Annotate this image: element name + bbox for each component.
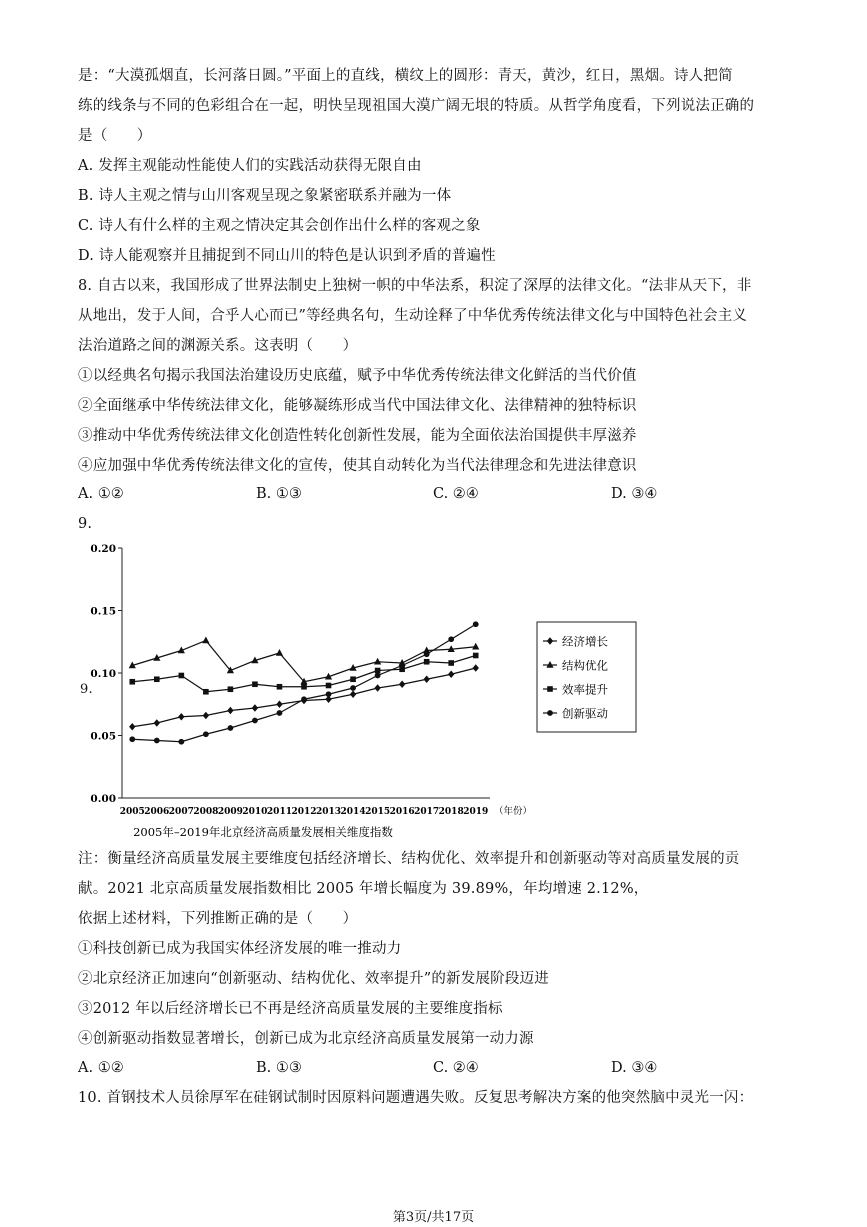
q7-option-a: A. 发挥主观能动性能使人们的实践活动获得无限自由: [78, 158, 422, 174]
data-point: [179, 673, 185, 679]
legend-label: 创新驱动: [562, 706, 608, 721]
legend-label: 效率提升: [562, 682, 608, 697]
data-point: [399, 680, 405, 688]
q8-stem-line-2: 从地出，发于人间，合乎人心而已”等经典名句，生动诠释了中华优秀传统法律文化与中国特色社会主义: [78, 308, 748, 324]
data-point: [227, 707, 233, 715]
data-point: [129, 679, 135, 685]
data-point: [301, 684, 307, 690]
x-tick-label: 2016: [389, 807, 415, 817]
q10-stem-line-1: 10. 首钢技术人员徐厚军在硅钢试制时因原料问题遭遇失败。反复思考解决方案的他突然脑中灵光一闪：: [78, 1090, 754, 1106]
chart-series: [129, 621, 480, 744]
q7-stem-line-2: 练的线条与不同的色彩组合在一起，明快呈现祖国大漠广阔无垠的特质。从哲学角度看，下列说法正确的: [78, 98, 755, 114]
q9-statement-2: ②北京经济正加速向“创新驱动、结构优化、效率提升”的新发展阶段迈进: [78, 971, 549, 987]
x-tick-label: 2006: [144, 807, 170, 817]
q9-number-repeat: 9.: [80, 682, 93, 697]
data-point: [154, 719, 160, 727]
data-point: [350, 676, 356, 682]
q9-statement-4: ④创新驱动指数显著增长，创新已成为北京经济高质量发展第一动力源: [78, 1031, 534, 1047]
data-point: [473, 664, 479, 672]
data-point: [154, 676, 160, 682]
data-point: [375, 668, 381, 674]
x-tick-label: 2017: [414, 807, 440, 817]
data-point: [252, 704, 258, 712]
data-point: [326, 691, 332, 697]
legend-marker: [547, 710, 553, 716]
q8-choice-c: C. ②④: [433, 486, 479, 502]
x-tick-label: 2014: [340, 807, 366, 817]
q8-choice-d: D. ③④: [611, 486, 658, 502]
x-tick-label: 2010: [242, 807, 268, 817]
q8-choice-a: A. ①②: [78, 486, 124, 502]
q9-statement-3: ③2012 年以后经济增长已不再是经济高质量发展的主要维度指标: [78, 1001, 503, 1017]
legend-label: 结构优化: [562, 658, 608, 673]
data-point: [154, 738, 160, 744]
data-point: [228, 725, 234, 731]
data-point: [301, 696, 307, 702]
data-point: [203, 712, 209, 720]
q9-statement-1: ①科技创新已成为我国实体经济发展的唯一推动力: [78, 941, 402, 957]
data-point: [473, 653, 479, 659]
q7-stem-line-1: 是：“大漠孤烟直，长河落日圆。”平面上的直线，横纹上的圆形：青天，黄沙，红日，黑烟。诗人把简: [78, 68, 733, 84]
q9-choice-a: A. ①②: [78, 1060, 124, 1076]
chart-title: 2005年–2019年北京经济高质量发展相关维度指数: [133, 825, 393, 839]
data-point: [374, 684, 380, 692]
x-tick-label: 2008: [193, 807, 219, 817]
y-tick-label: 0.05: [90, 730, 116, 743]
data-point: [252, 718, 258, 724]
data-point: [326, 683, 332, 689]
y-tick-label: 0.10: [90, 668, 116, 680]
x-tick-label: 2013: [316, 807, 342, 817]
data-point: [448, 660, 454, 666]
legend-label: 经济增长: [562, 634, 608, 649]
y-tick-label: 0.15: [90, 605, 116, 618]
x-tick-label: 2019: [463, 807, 489, 817]
data-point: [203, 689, 209, 695]
data-point: [277, 684, 283, 690]
q9-choice-d: D. ③④: [611, 1060, 658, 1076]
x-tick-label: 2012: [291, 807, 317, 817]
page-footer: 第3页/共17页: [392, 1210, 475, 1225]
q7-stem-line-3: 是（ ）: [78, 128, 152, 144]
q9-note-line-3: 依据上述材料，下列推断正确的是（ ）: [78, 911, 358, 927]
data-point: [350, 690, 356, 698]
data-point: [202, 637, 209, 644]
data-point: [375, 673, 381, 679]
chart-legend: [537, 622, 636, 732]
data-point: [399, 663, 405, 669]
data-point: [448, 670, 454, 678]
q8-statement-4: ④应加强中华优秀传统法律文化的宣传，使其自动转化为当代法律理念和先进法律意识: [78, 458, 637, 474]
q9-note-line-2: 献。2021 北京高质量发展指数相比 2005 年增长幅度为 39.89%，年均增速 2.12%，: [78, 881, 649, 897]
y-tick-label: 0.20: [90, 543, 116, 555]
data-point: [424, 659, 430, 665]
q8-statement-2: ②全面继承中华传统法律文化，能够凝练形成当代中国法律文化、法律精神的独特标识: [78, 398, 637, 414]
q8-statement-3: ③推动中华优秀传统法律文化创造性转化创新性发展，能为全面依法治国提供丰厚滋养: [78, 428, 637, 444]
data-point: [129, 723, 135, 731]
x-tick-label: 2007: [168, 807, 194, 817]
data-point: [178, 739, 184, 745]
q8-stem-line-3: 法治道路之间的渊源关系。这表明（ ）: [78, 338, 358, 354]
data-point: [178, 713, 184, 721]
data-point: [473, 621, 479, 627]
data-point: [276, 649, 283, 656]
data-point: [252, 681, 258, 687]
data-point: [276, 700, 282, 708]
x-tick-label: 2005: [119, 807, 145, 817]
data-point: [350, 685, 356, 691]
data-point: [424, 651, 430, 657]
q7-option-d: D. 诗人能观察并且捕捉到不同山川的特色是认识到矛盾的普遍性: [78, 248, 496, 264]
q9-choice-b: B. ①③: [256, 1060, 302, 1076]
q9-note-line-1: 注：衡量经济高质量发展主要维度包括经济增长、结构优化、效率提升和创新驱动等对高质量发展的贡: [78, 851, 740, 867]
data-point: [374, 658, 381, 665]
q9-line-chart: [78, 530, 638, 850]
x-tick-label: 2009: [217, 807, 243, 817]
y-tick-label: 0.00: [90, 793, 116, 805]
data-point: [129, 736, 135, 742]
data-point: [228, 686, 234, 692]
data-point: [448, 636, 454, 642]
legend-marker: [547, 686, 553, 692]
data-point: [472, 643, 479, 650]
x-tick-label: 2011: [266, 807, 292, 817]
q9-number: 9.: [78, 516, 93, 532]
q8-stem-line-1: 8. 自古以来，我国形成了世界法制史上独树一帜的中华法系，积淀了深厚的法律文化。“法非从天下，非: [78, 278, 752, 294]
data-point: [203, 731, 209, 737]
x-tick-label: 2018: [438, 807, 464, 817]
data-point: [277, 710, 283, 716]
q7-option-b: B. 诗人主观之情与山川客观呈现之象紧密联系并融为一体: [78, 188, 452, 204]
x-tick-label: 2015: [365, 807, 391, 817]
q7-option-c: C. 诗人有什么样的主观之情决定其会创作出什么样的客观之象: [78, 218, 481, 234]
q9-choice-c: C. ②④: [433, 1060, 479, 1076]
x-axis-label: （年份）: [494, 806, 533, 817]
q8-statement-1: ①以经典名句揭示我国法治建设历史底蕴，赋予中华优秀传统法律文化鲜活的当代价值: [78, 368, 637, 384]
q8-choice-b: B. ①③: [256, 486, 302, 502]
data-point: [423, 675, 429, 683]
